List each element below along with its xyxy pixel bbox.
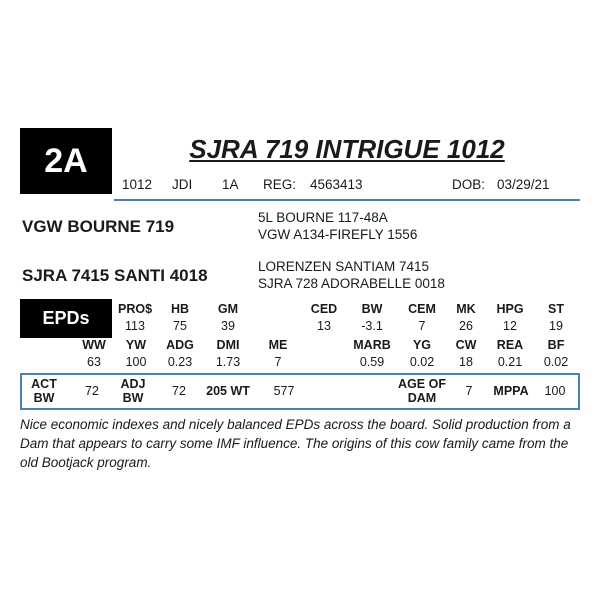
dam-pedigree xyxy=(258,258,445,292)
reg-label: REG: xyxy=(263,177,297,192)
epd-header: GM xyxy=(217,302,239,316)
sire-name: VGW BOURNE 719 xyxy=(22,217,175,236)
epd-header: DMI xyxy=(216,338,240,352)
age-of-dam-value: 7 xyxy=(465,384,473,398)
mppa-label: MPPA xyxy=(493,384,529,398)
epd-header: YG xyxy=(412,338,432,352)
epd-value: 75 xyxy=(173,319,187,333)
epd-header: HB xyxy=(170,302,190,316)
epd-value: 13 xyxy=(317,319,331,333)
sire-sire: 5L BOURNE 117-48A xyxy=(258,210,388,225)
adj-bw-label xyxy=(120,377,145,405)
epd-header: MK xyxy=(456,302,476,316)
dam-dam: SJRA 728 ADORABELLE 0018 xyxy=(258,276,445,291)
dob-label: DOB: xyxy=(452,177,486,192)
epd-header: MARB xyxy=(353,338,391,352)
epd-value: 19 xyxy=(549,319,563,333)
epd-value: 12 xyxy=(503,319,517,333)
epd-header: ST xyxy=(548,302,564,316)
epd-header: PRO$ xyxy=(117,302,153,316)
epd-header: ME xyxy=(268,338,288,352)
comment-text: Nice economic indexes and nicely balanced EPDs across the board. Solid production from a Dam that appears to carry some IMF influence. The origins of this cow family came from the old Bootjack program. xyxy=(20,417,571,470)
age-of-dam-label-line2: DAM xyxy=(407,391,437,405)
dam-sire: LORENZEN SANTIAM 7415 xyxy=(258,259,430,274)
header-divider xyxy=(114,199,580,201)
epd-value: -3.1 xyxy=(361,319,383,333)
epd-value: 7 xyxy=(418,319,426,333)
lot-number-box xyxy=(20,128,112,194)
adj-bw-label-line1: ADJ xyxy=(120,377,146,391)
sire-pedigree xyxy=(258,209,417,243)
lot-code: 1A xyxy=(222,177,239,192)
adj-bw-label-line2: BW xyxy=(122,391,144,405)
epd-value: 39 xyxy=(221,319,235,333)
mppa-value: 100 xyxy=(544,384,566,398)
epd-label-box xyxy=(20,299,112,338)
age-of-dam-label-line1: AGE OF xyxy=(398,377,446,391)
act-bw-label xyxy=(31,377,57,405)
epd-header: BF xyxy=(547,338,565,352)
epd-value: 1.73 xyxy=(215,355,241,369)
act-bw-label-line2: BW xyxy=(33,391,55,405)
epd-value: 113 xyxy=(125,319,145,333)
wt205-label: 205 WT xyxy=(206,384,250,398)
epd-value: 0.02 xyxy=(409,355,435,369)
epd-value: 0.21 xyxy=(497,355,523,369)
epd-value: 0.23 xyxy=(167,355,193,369)
epd-header: REA xyxy=(496,338,524,352)
epd-value: 63 xyxy=(87,355,101,369)
lot-number: 2A xyxy=(44,141,88,180)
epd-header: CEM xyxy=(408,302,436,316)
epd-header: CED xyxy=(310,302,338,316)
epd-header: ADG xyxy=(166,338,194,352)
dam-name: SJRA 7415 SANTI 4018 xyxy=(22,266,208,285)
act-bw-value: 72 xyxy=(85,384,99,398)
tattoo: 1012 xyxy=(122,177,153,192)
epd-header: CW xyxy=(455,338,477,352)
epd-header: WW xyxy=(82,338,106,352)
epd-value: 26 xyxy=(459,319,473,333)
epd-header: BW xyxy=(361,302,383,316)
epd-header: HPG xyxy=(496,302,524,316)
epd-header: YW xyxy=(125,338,147,352)
sire-dam: VGW A134-FIREFLY 1556 xyxy=(258,227,418,242)
epd-value: 7 xyxy=(274,355,282,369)
wt205-value: 577 xyxy=(273,384,295,398)
dob-value: 03/29/21 xyxy=(497,177,550,192)
epd-label: EPDs xyxy=(42,308,90,328)
epd-value: 100 xyxy=(125,355,147,369)
adj-bw-value: 72 xyxy=(172,384,186,398)
epd-value: 0.59 xyxy=(359,355,385,369)
epd-value: 0.02 xyxy=(543,355,569,369)
herd-prefix: JDI xyxy=(172,177,193,192)
age-of-dam-label xyxy=(398,377,446,405)
epd-value: 18 xyxy=(459,355,473,369)
act-bw-label-line1: ACT xyxy=(31,377,57,391)
animal-title: SJRA 719 INTRIGUE 1012 xyxy=(189,134,505,164)
reg-number: 4563413 xyxy=(310,177,363,192)
